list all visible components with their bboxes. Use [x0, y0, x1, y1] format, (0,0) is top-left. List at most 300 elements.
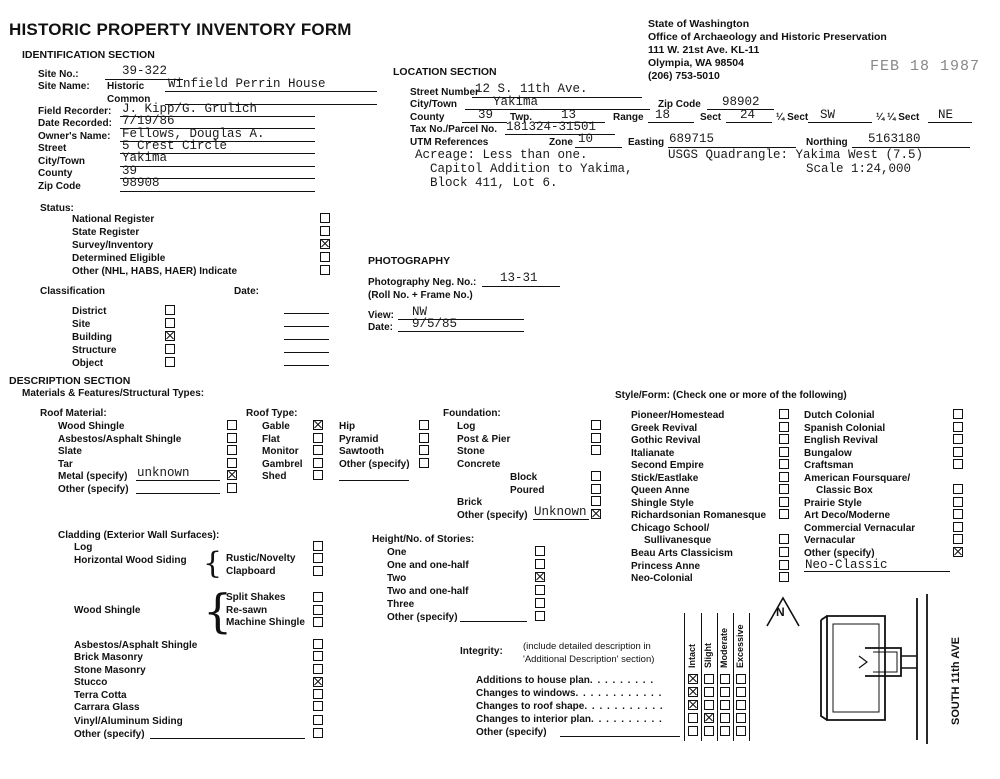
classification-label: District [72, 306, 107, 317]
style-checkbox[interactable] [779, 422, 789, 432]
street-number-value: 12 S. 11th Ave. [475, 82, 588, 96]
owner-label: Owner's Name: [38, 131, 111, 142]
foundation-checkbox-checked[interactable] [591, 509, 601, 519]
legal-description-1: Capitol Addition to Yakima, [430, 162, 633, 176]
cladding-label: Other (specify) [74, 729, 145, 740]
roof-material-label: Asbestos/Asphalt Shingle [58, 434, 182, 445]
height-label: One [387, 547, 407, 558]
quarter-quarter-line [928, 122, 972, 123]
foundation-other-line [533, 519, 589, 520]
zone-label: Zone [549, 137, 573, 148]
range-label: Range [613, 112, 644, 123]
integrity-row-label [476, 727, 547, 738]
description-heading: DESCRIPTION SECTION [9, 375, 131, 387]
style-label: Queen Anne [631, 485, 690, 496]
integrity-checkbox[interactable] [720, 674, 730, 684]
historic-line [165, 91, 377, 92]
style-checkbox-checked[interactable] [953, 547, 963, 557]
cladding-checkbox[interactable] [313, 617, 323, 627]
date-recorded-value: 7/19/86 [122, 114, 175, 128]
height-checkbox[interactable] [535, 585, 545, 595]
received-stamp: FEB 18 1987 [870, 58, 981, 75]
owner-value: Fellows, Douglas A. [122, 127, 265, 141]
height-label: Two [387, 573, 407, 584]
foundation-checkbox[interactable] [591, 496, 601, 506]
roof-metal-line [136, 480, 220, 481]
roof-type-checkbox[interactable] [313, 433, 323, 443]
foundation-other-value: Unknown [534, 505, 587, 519]
grid-divider [717, 613, 718, 741]
range-line [648, 122, 694, 123]
style-label: Greek Revival [631, 423, 698, 434]
street-number-label: Street Number [410, 87, 479, 98]
integrity-checkbox[interactable] [688, 713, 698, 723]
status-heading: Status: [40, 203, 74, 214]
roof-type-checkbox[interactable] [313, 445, 323, 455]
cladding-label: Brick Masonry [74, 652, 143, 663]
leader-dots: . . . . . . . . . . . . [575, 688, 663, 699]
integrity-checkbox[interactable] [720, 687, 730, 697]
classification-checkbox[interactable] [165, 318, 175, 328]
cladding-label: Stucco [74, 677, 108, 688]
foundation-label: Other (specify) [457, 510, 528, 521]
foundation-label: Log [457, 421, 476, 432]
building-footprint-icon [821, 616, 917, 720]
integrity-heading: Integrity: [460, 646, 503, 657]
integrity-checkbox[interactable] [720, 726, 730, 736]
location-zip-value: 98902 [722, 95, 760, 109]
style-checkbox[interactable] [779, 572, 789, 582]
foundation-label: Poured [510, 485, 545, 496]
roof-material-label: Slate [58, 446, 82, 457]
roof-type-label: Hip [339, 421, 356, 432]
roof-type-label: Gambrel [262, 459, 303, 470]
style-label: Bungalow [804, 448, 852, 459]
sect-value: 24 [740, 108, 756, 122]
integrity-checkbox[interactable] [704, 700, 714, 710]
roof-type-label: Flat [262, 434, 280, 445]
classification-date-line [284, 352, 329, 353]
style-checkbox[interactable] [779, 484, 789, 494]
status-checkbox-checked[interactable] [320, 239, 330, 249]
height-checkbox[interactable] [535, 611, 545, 621]
field-recorder-value: J. Kipp/G. Grulich [122, 102, 258, 116]
photo-date-line [398, 331, 524, 332]
photo-date-label: Date: [368, 322, 394, 333]
owner-city-line [120, 166, 315, 167]
height-checkbox[interactable] [535, 598, 545, 608]
roof-type-checkbox[interactable] [419, 433, 429, 443]
owner-zip-label: Zip Code [38, 181, 81, 192]
foundation-checkbox[interactable] [591, 433, 601, 443]
height-label: Two and one-half [387, 586, 469, 597]
style-label: Princess Anne [631, 561, 701, 572]
cladding-checkbox[interactable] [313, 664, 323, 674]
roof-type-label: Monitor [262, 446, 299, 457]
cladding-label: Carrara Glass [74, 702, 140, 713]
cladding-checkbox[interactable] [313, 566, 323, 576]
height-label: Other (specify) [387, 612, 458, 623]
roof-metal-value: unknown [137, 466, 190, 480]
classification-checkbox[interactable] [165, 357, 175, 367]
roof-material-label: Tar [58, 459, 73, 470]
style-label: Beau Arts Classicism [631, 548, 733, 559]
integrity-row-label [476, 701, 664, 712]
height-checkbox-checked[interactable] [535, 572, 545, 582]
tax-parcel-value: 181324-31501 [506, 120, 597, 134]
style-checkbox[interactable] [953, 509, 963, 519]
integrity-checkbox[interactable] [736, 726, 746, 736]
classification-checkbox[interactable] [165, 344, 175, 354]
foundation-label: Post & Pier [457, 434, 511, 445]
integrity-checkbox[interactable] [736, 687, 746, 697]
style-checkbox[interactable] [953, 447, 963, 457]
style-checkbox[interactable] [779, 459, 789, 469]
historic-label: Historic [107, 81, 145, 92]
foundation-checkbox[interactable] [591, 471, 601, 481]
tax-parcel-line [505, 134, 615, 135]
owner-street-label: Street [38, 143, 67, 154]
foundation-heading: Foundation: [443, 408, 501, 419]
photo-neg-value: 13-31 [500, 271, 538, 285]
roof-type-label: Other (specify) [339, 459, 410, 470]
integrity-checkbox[interactable] [704, 687, 714, 697]
status-checkbox[interactable] [320, 252, 330, 262]
height-checkbox[interactable] [535, 559, 545, 569]
classification-checkbox-checked[interactable] [165, 331, 175, 341]
height-other-line [460, 621, 527, 622]
style-label: Chicago School/ [631, 523, 710, 534]
integrity-checkbox[interactable] [688, 726, 698, 736]
style-label: Sullivanesque [644, 535, 712, 546]
foundation-checkbox[interactable] [591, 420, 601, 430]
location-city-value: Yakima [493, 95, 539, 109]
integrity-column-label: Intact [687, 643, 697, 668]
site-no-label: Site No.: [38, 69, 79, 80]
sect-line [726, 122, 772, 123]
roof-material-label: Other (specify) [58, 484, 129, 495]
roof-type-checkbox[interactable] [419, 420, 429, 430]
integrity-row-label [476, 688, 662, 699]
photography-heading: PHOTOGRAPHY [368, 255, 451, 267]
roof-type-heading: Roof Type: [246, 408, 298, 419]
classification-heading: Classification [40, 286, 106, 297]
style-label: Richardsonian Romanesque [631, 510, 767, 521]
status-label: State Register [72, 227, 140, 238]
integrity-column-label: Excessive [735, 624, 745, 668]
form-title: HISTORIC PROPERTY INVENTORY FORM [9, 20, 352, 39]
range-value: 18 [655, 108, 671, 122]
sect-label: Sect [700, 112, 722, 123]
date-recorded-label: Date Recorded: [38, 118, 112, 129]
integrity-row-text: Changes to windows [476, 688, 576, 699]
integrity-checkbox[interactable] [720, 700, 730, 710]
integrity-checkbox[interactable] [704, 674, 714, 684]
style-label: Neo-Colonial [631, 573, 693, 584]
brace-symbol: { [203, 584, 233, 638]
integrity-checkbox-checked[interactable] [688, 687, 698, 697]
style-checkbox[interactable] [779, 497, 789, 507]
legal-description-2: Block 411, Lot 6. [430, 176, 558, 190]
cladding-checkbox[interactable] [313, 541, 323, 551]
roof-type-checkbox[interactable] [419, 445, 429, 455]
owner-county-value: 39 [122, 164, 138, 178]
foundation-label: Concrete [457, 459, 501, 470]
north-label: N [776, 605, 785, 619]
status-checkbox[interactable] [320, 213, 330, 223]
integrity-row-text: Other (specify) [476, 727, 547, 738]
status-label: Other (NHL, HABS, HAER) Indicate [72, 266, 238, 277]
foundation-checkbox[interactable] [591, 484, 601, 494]
street-label: SOUTH 11th AVE [950, 636, 962, 725]
foundation-label: Block [510, 472, 538, 483]
site-no-value: 39-322 [122, 64, 168, 78]
style-checkbox[interactable] [779, 434, 789, 444]
leader-dots: . . . . . . . . . . [591, 714, 663, 725]
cladding-label: Stone Masonry [74, 665, 146, 676]
roof-material-checkbox[interactable] [227, 458, 237, 468]
style-label: Dutch Colonial [804, 410, 875, 421]
photo-date-value: 9/5/85 [412, 317, 458, 331]
field-recorder-label: Field Recorder: [38, 106, 112, 117]
style-label: Other (specify) [804, 548, 875, 559]
cladding-sub-label: Split Shakes [226, 592, 286, 603]
style-label: Second Empire [631, 460, 704, 471]
integrity-row-text: Changes to interior plan [476, 714, 592, 725]
cladding-label: Terra Cotta [74, 690, 127, 701]
cladding-label: Horizontal Wood Siding [74, 555, 187, 566]
materials-subheading: Materials & Features/Structural Types: [22, 388, 205, 399]
roof-material-label: Metal (specify) [58, 471, 128, 482]
classification-label: Structure [72, 345, 117, 356]
twp-value: 13 [561, 108, 577, 122]
site-name-label: Site Name: [38, 81, 90, 92]
acreage-text: Acreage: Less than one. [415, 148, 588, 162]
agency-line: State of Washington [648, 18, 750, 30]
brace-symbol: { [203, 546, 223, 581]
roof-type-other-line [339, 480, 409, 481]
integrity-checkbox[interactable] [720, 713, 730, 723]
cladding-checkbox[interactable] [313, 701, 323, 711]
classification-date-line [284, 326, 329, 327]
classification-date-label: Date: [234, 286, 260, 297]
style-checkbox[interactable] [953, 434, 963, 444]
identification-heading: IDENTIFICATION SECTION [22, 49, 155, 61]
roof-type-checkbox-checked[interactable] [313, 420, 323, 430]
integrity-note: 'Additional Description' section) [523, 654, 655, 665]
style-checkbox[interactable] [953, 497, 963, 507]
style-checkbox[interactable] [953, 484, 963, 494]
cladding-checkbox[interactable] [313, 689, 323, 699]
integrity-checkbox-checked[interactable] [704, 713, 714, 723]
style-other-value: Neo-Classic [805, 558, 888, 572]
classification-date-line [284, 339, 329, 340]
style-label: Italianate [631, 448, 675, 459]
style-checkbox[interactable] [953, 522, 963, 532]
easting-label: Easting [628, 137, 665, 148]
integrity-column-label: Moderate [719, 627, 729, 668]
agency-address [648, 18, 887, 83]
roof-type-label: Gable [262, 421, 290, 432]
cladding-label: Log [74, 542, 93, 553]
roof-material-checkbox[interactable] [227, 445, 237, 455]
cladding-label: Asbestos/Asphalt Shingle [74, 640, 198, 651]
style-label: Art Deco/Moderne [804, 510, 891, 521]
roof-other-line [136, 493, 220, 494]
grid-divider [701, 613, 702, 741]
classification-date-line [284, 365, 329, 366]
style-label: Stick/Eastlake [631, 473, 699, 484]
classification-label: Site [72, 319, 91, 330]
foundation-label: Brick [457, 497, 483, 508]
agency-line: (206) 753-5010 [648, 70, 720, 82]
quarter-sect-line [808, 122, 872, 123]
integrity-column-label: Slight [703, 643, 713, 668]
historic-name-value: Winfield Perrin House [168, 77, 326, 91]
cladding-checkbox[interactable] [313, 639, 323, 649]
roof-type-checkbox[interactable] [313, 458, 323, 468]
roof-type-label: Shed [262, 471, 287, 482]
twp-label: Twp. [510, 112, 533, 123]
cladding-checkbox[interactable] [313, 605, 323, 615]
photo-roll-note: (Roll No. + Frame No.) [368, 290, 473, 301]
location-city-label: City/Town [410, 99, 458, 110]
quarter-sect-label: ¼ Sect [776, 112, 809, 123]
quarter-sect-value: SW [820, 108, 836, 122]
cladding-checkbox[interactable] [313, 715, 323, 725]
cladding-checkbox[interactable] [313, 651, 323, 661]
cladding-sub-label: Clapboard [226, 566, 276, 577]
location-heading: LOCATION SECTION [393, 66, 497, 78]
integrity-other-line [560, 736, 680, 737]
agency-line: 111 W. 21st Ave. KL-11 [648, 44, 760, 56]
owner-city-value: Yakima [122, 151, 168, 165]
style-label: Classic Box [816, 485, 873, 496]
roof-material-checkbox-checked[interactable] [227, 470, 237, 480]
classification-checkbox[interactable] [165, 305, 175, 315]
style-checkbox[interactable] [779, 447, 789, 457]
map-scale: Scale 1:24,000 [806, 162, 912, 176]
status-label: Survey/Inventory [72, 240, 154, 251]
status-checkbox[interactable] [320, 265, 330, 275]
cladding-checkbox[interactable] [313, 592, 323, 602]
roof-type-checkbox[interactable] [419, 458, 429, 468]
roof-material-label: Wood Shingle [58, 421, 125, 432]
quarter-quarter-value: NE [938, 108, 954, 122]
cladding-sub-label: Machine Shingle [226, 617, 305, 628]
height-label: Three [387, 599, 415, 610]
grid-divider [733, 613, 734, 741]
street-lines-icon [917, 594, 927, 744]
integrity-row-text: Changes to roof shape [476, 701, 585, 712]
photo-neg-label: Photography Neg. No.: [368, 277, 477, 288]
roof-material-checkbox[interactable] [227, 433, 237, 443]
status-label: Determined Eligible [72, 253, 166, 264]
roof-material-checkbox[interactable] [227, 420, 237, 430]
leader-dots: . . . . . . . . . . . [584, 701, 664, 712]
roof-type-label: Pyramid [339, 434, 379, 445]
classification-label: Building [72, 332, 112, 343]
photo-view-label: View: [368, 310, 394, 321]
location-county-line [462, 122, 507, 123]
roof-type-label: Sawtooth [339, 446, 384, 457]
style-checkbox[interactable] [953, 409, 963, 419]
cladding-checkbox[interactable] [313, 553, 323, 563]
integrity-checkbox[interactable] [736, 713, 746, 723]
style-label: English Revival [804, 435, 878, 446]
common-label: Common [107, 94, 151, 105]
tax-parcel-label: Tax No./Parcel No. [410, 124, 498, 135]
integrity-checkbox-checked[interactable] [688, 674, 698, 684]
location-county-value: 39 [478, 108, 494, 122]
roof-material-heading: Roof Material: [40, 408, 107, 419]
integrity-row-label [476, 714, 663, 725]
roof-type-checkbox[interactable] [313, 470, 323, 480]
owner-zip-value: 98908 [122, 176, 160, 190]
status-checkbox[interactable] [320, 226, 330, 236]
cladding-checkbox-checked[interactable] [313, 677, 323, 687]
photo-view-value: NW [412, 305, 428, 319]
style-checkbox[interactable] [779, 534, 789, 544]
style-checkbox[interactable] [779, 472, 789, 482]
zone-value: 10 [578, 132, 594, 146]
cladding-label: Vinyl/Aluminum Siding [74, 716, 183, 727]
agency-line: Olympia, WA 98504 [648, 57, 744, 69]
foundation-label: Stone [457, 446, 485, 457]
northing-label: Northing [806, 137, 848, 148]
foundation-checkbox[interactable] [591, 445, 601, 455]
northing-value: 5163180 [868, 132, 921, 146]
grid-divider [749, 613, 750, 741]
cladding-label: Wood Shingle [74, 605, 141, 616]
integrity-checkbox[interactable] [704, 726, 714, 736]
owner-zip-line [120, 191, 315, 192]
style-label: Commercial Vernacular [804, 523, 916, 534]
style-label: American Foursquare/ [804, 473, 911, 484]
integrity-checkbox-checked[interactable] [688, 700, 698, 710]
style-heading: Style/Form: (Check one or more of the following) [615, 390, 847, 401]
height-label: One and one-half [387, 560, 469, 571]
integrity-row-text: Additions to house plan [476, 675, 590, 686]
height-checkbox[interactable] [535, 546, 545, 556]
style-label: Shingle Style [631, 498, 694, 509]
style-checkbox[interactable] [779, 509, 789, 519]
style-checkbox[interactable] [779, 547, 789, 557]
usgs-quadrangle: USGS Quadrangle: Yakima West (7.5) [668, 148, 924, 162]
owner-street-value: 5 Crest Circle [122, 139, 228, 153]
cladding-other-line [150, 738, 305, 739]
height-heading: Height/No. of Stories: [372, 534, 475, 545]
cladding-checkbox[interactable] [313, 728, 323, 738]
style-checkbox[interactable] [953, 459, 963, 469]
owner-city-label: City/Town [38, 156, 86, 167]
style-checkbox[interactable] [953, 534, 963, 544]
roof-material-checkbox[interactable] [227, 483, 237, 493]
style-label: Pioneer/Homestead [631, 410, 725, 421]
style-checkbox[interactable] [779, 409, 789, 419]
style-checkbox[interactable] [953, 422, 963, 432]
style-label: Vernacular [804, 535, 856, 546]
integrity-checkbox[interactable] [736, 674, 746, 684]
cladding-sub-label: Rustic/Novelty [226, 553, 296, 564]
leader-dots: . . . . . . . . . [589, 675, 655, 686]
style-label: Gothic Revival [631, 435, 701, 446]
style-checkbox[interactable] [779, 560, 789, 570]
location-zip-label: Zip Code [658, 99, 701, 110]
integrity-row-label [476, 675, 654, 686]
style-label: Spanish Colonial [804, 423, 886, 434]
integrity-checkbox[interactable] [736, 700, 746, 710]
